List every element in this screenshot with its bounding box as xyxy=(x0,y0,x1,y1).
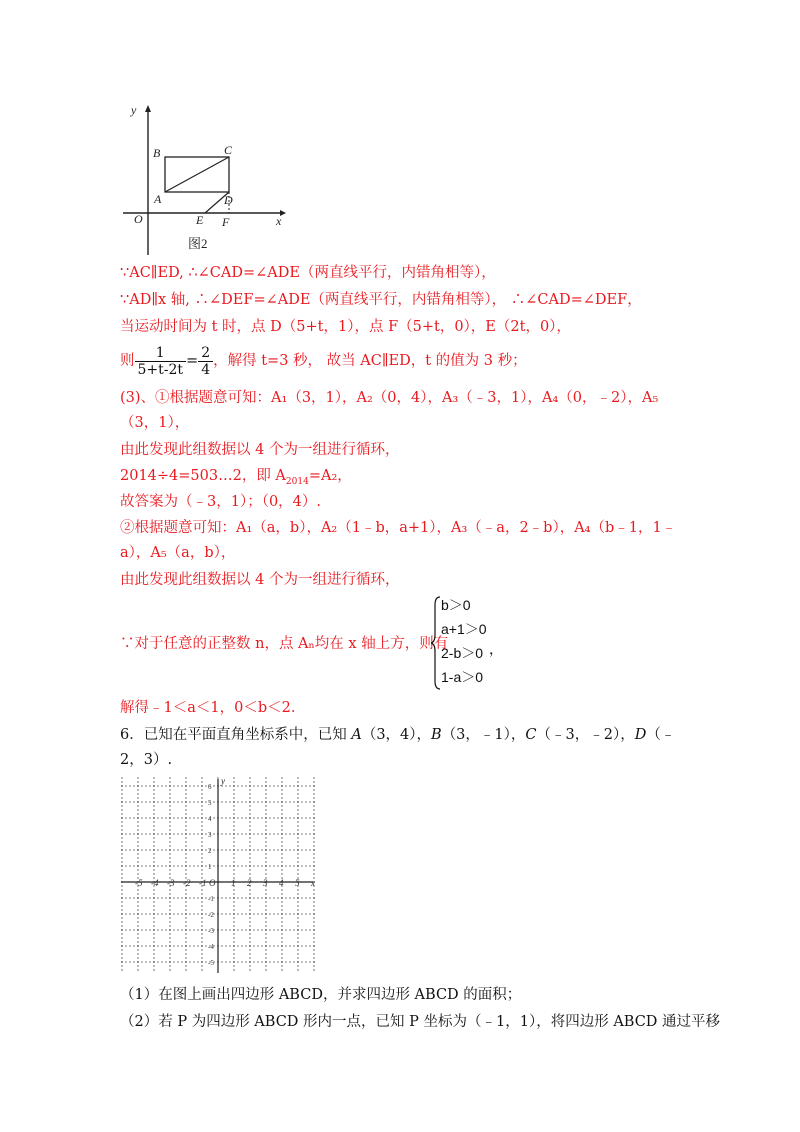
solution-line-3: 当运动时间为 t 时，点 D（5+t，1），点 F（5+t，0），E（2t，0）， xyxy=(120,319,571,335)
label-a: A xyxy=(154,192,162,206)
line8-a: 2014÷4=503…2，即 A xyxy=(120,468,286,484)
point-c-coord: （﹣3，﹣2）， xyxy=(536,727,635,743)
grid-y-tick-label: 4 xyxy=(208,815,212,823)
grid-x-tick-label: -4 xyxy=(151,878,159,888)
label-d: D xyxy=(224,193,233,207)
fraction-1-denominator: 5+t-2t xyxy=(135,361,187,378)
figure-2-diagram xyxy=(118,100,288,260)
label-b: B xyxy=(153,146,161,160)
line8-b: =A₂， xyxy=(308,468,352,484)
line8-subscript: 2014 xyxy=(285,476,309,487)
grid-x-tick-label: -1 xyxy=(199,878,207,888)
point-d-coord: （﹣ xyxy=(646,727,676,743)
grid-x-tick-label: -5 xyxy=(135,878,143,888)
point-a-label: A xyxy=(351,727,362,743)
grid-y-tick-label: 5 xyxy=(208,799,212,807)
y-axis-arrow xyxy=(145,105,151,112)
question-1: （1）在图上画出四边形 ABCD，并求四边形 ABCD 的面积； xyxy=(120,987,522,1003)
grid-x-tick-label: -3 xyxy=(167,878,175,888)
grid-y-tick-label: -1 xyxy=(208,895,214,903)
solution-line-10: ②根据题意可知：A₁（a，b），A₂（1﹣b，a+1），A₃（﹣a，2﹣b），A₄（b﹣1，1﹣ xyxy=(120,520,677,536)
grid-y-tick-label: 2 xyxy=(208,847,212,855)
question-2: （2）若 P 为四边形 ABCD 形内一点，已知 P 坐标为（﹣1，1），将四边形 ABCD 通过平移 xyxy=(120,1014,721,1030)
fraction-1 xyxy=(135,345,187,378)
grid-y-tick-label: 6 xyxy=(208,783,212,791)
grid-y-tick-label: 3 xyxy=(208,831,212,839)
solution-line-9: 故答案为（﹣3，1）；（0，4）. xyxy=(120,494,322,510)
grid-y-tick-label: 1 xyxy=(208,863,212,871)
label-y: y xyxy=(131,103,137,117)
solution-line-8 xyxy=(120,466,352,492)
coordinate-grid xyxy=(119,775,319,975)
label-e: E xyxy=(196,213,204,227)
grid-x-tick-label: 1 xyxy=(231,878,236,888)
point-b-coord: （3，﹣1）， xyxy=(441,727,526,743)
grid-y-tick-label: -4 xyxy=(208,943,214,951)
system-row-1: b＞0 xyxy=(441,597,471,613)
solution-line-5: (3)、①根据题意可知：A₁（3，1），A₂（0，4），A₃（﹣3，1），A₄（0，﹣2），A₅ xyxy=(120,390,659,406)
equals-sign: = xyxy=(186,353,199,369)
line4-prefix: 则 xyxy=(120,353,135,369)
solution-line-4 xyxy=(120,344,527,378)
system-row-4: 1-a＞0 xyxy=(441,669,484,685)
fraction-2-numerator: 2 xyxy=(201,344,211,361)
inequality-system xyxy=(431,595,501,691)
point-b-label: B xyxy=(431,727,442,743)
solution-line-11: a），A₅（a，b）， xyxy=(120,545,236,561)
system-row-2: a+1＞0 xyxy=(441,621,487,637)
solution-line-14: 解得﹣1＜a＜1，0＜b＜2. xyxy=(120,700,296,716)
grid-x-tick-label: 4 xyxy=(279,878,284,888)
grid-x-tick-label: 5 xyxy=(295,878,300,888)
fraction-1-numerator: 1 xyxy=(155,344,165,361)
solution-line-7: 由此发现此组数据以 4 个为一组进行循环， xyxy=(120,442,400,458)
segment-ac xyxy=(165,157,229,192)
system-row-3: 2-b＞0 xyxy=(441,645,484,661)
label-f: F xyxy=(222,215,230,229)
problem-6-line-2: 2，3）. xyxy=(120,752,173,768)
grid-x-label: x xyxy=(311,878,315,888)
label-x: x xyxy=(276,214,282,228)
grid-y-label: y xyxy=(221,776,225,786)
grid-y-tick-label: -2 xyxy=(208,911,214,919)
system-tail-comma: ， xyxy=(489,641,503,657)
point-c-label: C xyxy=(525,727,537,743)
fraction-2 xyxy=(198,345,213,378)
label-c: C xyxy=(224,143,233,157)
solution-line-1: ∵AC∥ED, ∴∠CAD=∠ADE（两直线平行，内错角相等）， xyxy=(120,265,496,281)
grid-x-tick-label: 3 xyxy=(263,878,268,888)
label-origin: O xyxy=(134,212,143,226)
solution-line-13: ∵对于任意的正整数 n，点 Aₙ均在 x 轴上方，则有 xyxy=(120,636,449,652)
solution-line-2: ∵AD∥x 轴, ∴∠DEF=∠ADE（两直线平行，内错角相等）， ∴∠CAD=∠DEF， xyxy=(120,292,642,308)
solution-line-12: 由此发现此组数据以 4 个为一组进行循环， xyxy=(120,572,400,588)
problem-6-line-1 xyxy=(120,725,675,745)
grid-x-tick-label: O xyxy=(209,878,216,888)
point-d-label: D xyxy=(634,727,647,743)
problem-6-intro: 6．已知在平面直角坐标系中，已知 xyxy=(120,727,352,743)
solution-line-6: （3，1）， xyxy=(120,415,190,431)
fraction-2-denominator: 4 xyxy=(198,361,213,378)
grid-x-tick-label: 2 xyxy=(247,878,252,888)
grid-y-tick-label: -3 xyxy=(208,927,214,935)
system-brace xyxy=(431,595,441,691)
grid-x-tick-label: -2 xyxy=(183,878,191,888)
line4-suffix: ，解得 t=3 秒， 故当 AC∥ED，t 的值为 3 秒； xyxy=(213,353,527,369)
grid-y-tick-label: -5 xyxy=(208,959,214,967)
figure-caption: 图2 xyxy=(188,236,208,251)
point-a-coord: （3，4）， xyxy=(361,727,432,743)
